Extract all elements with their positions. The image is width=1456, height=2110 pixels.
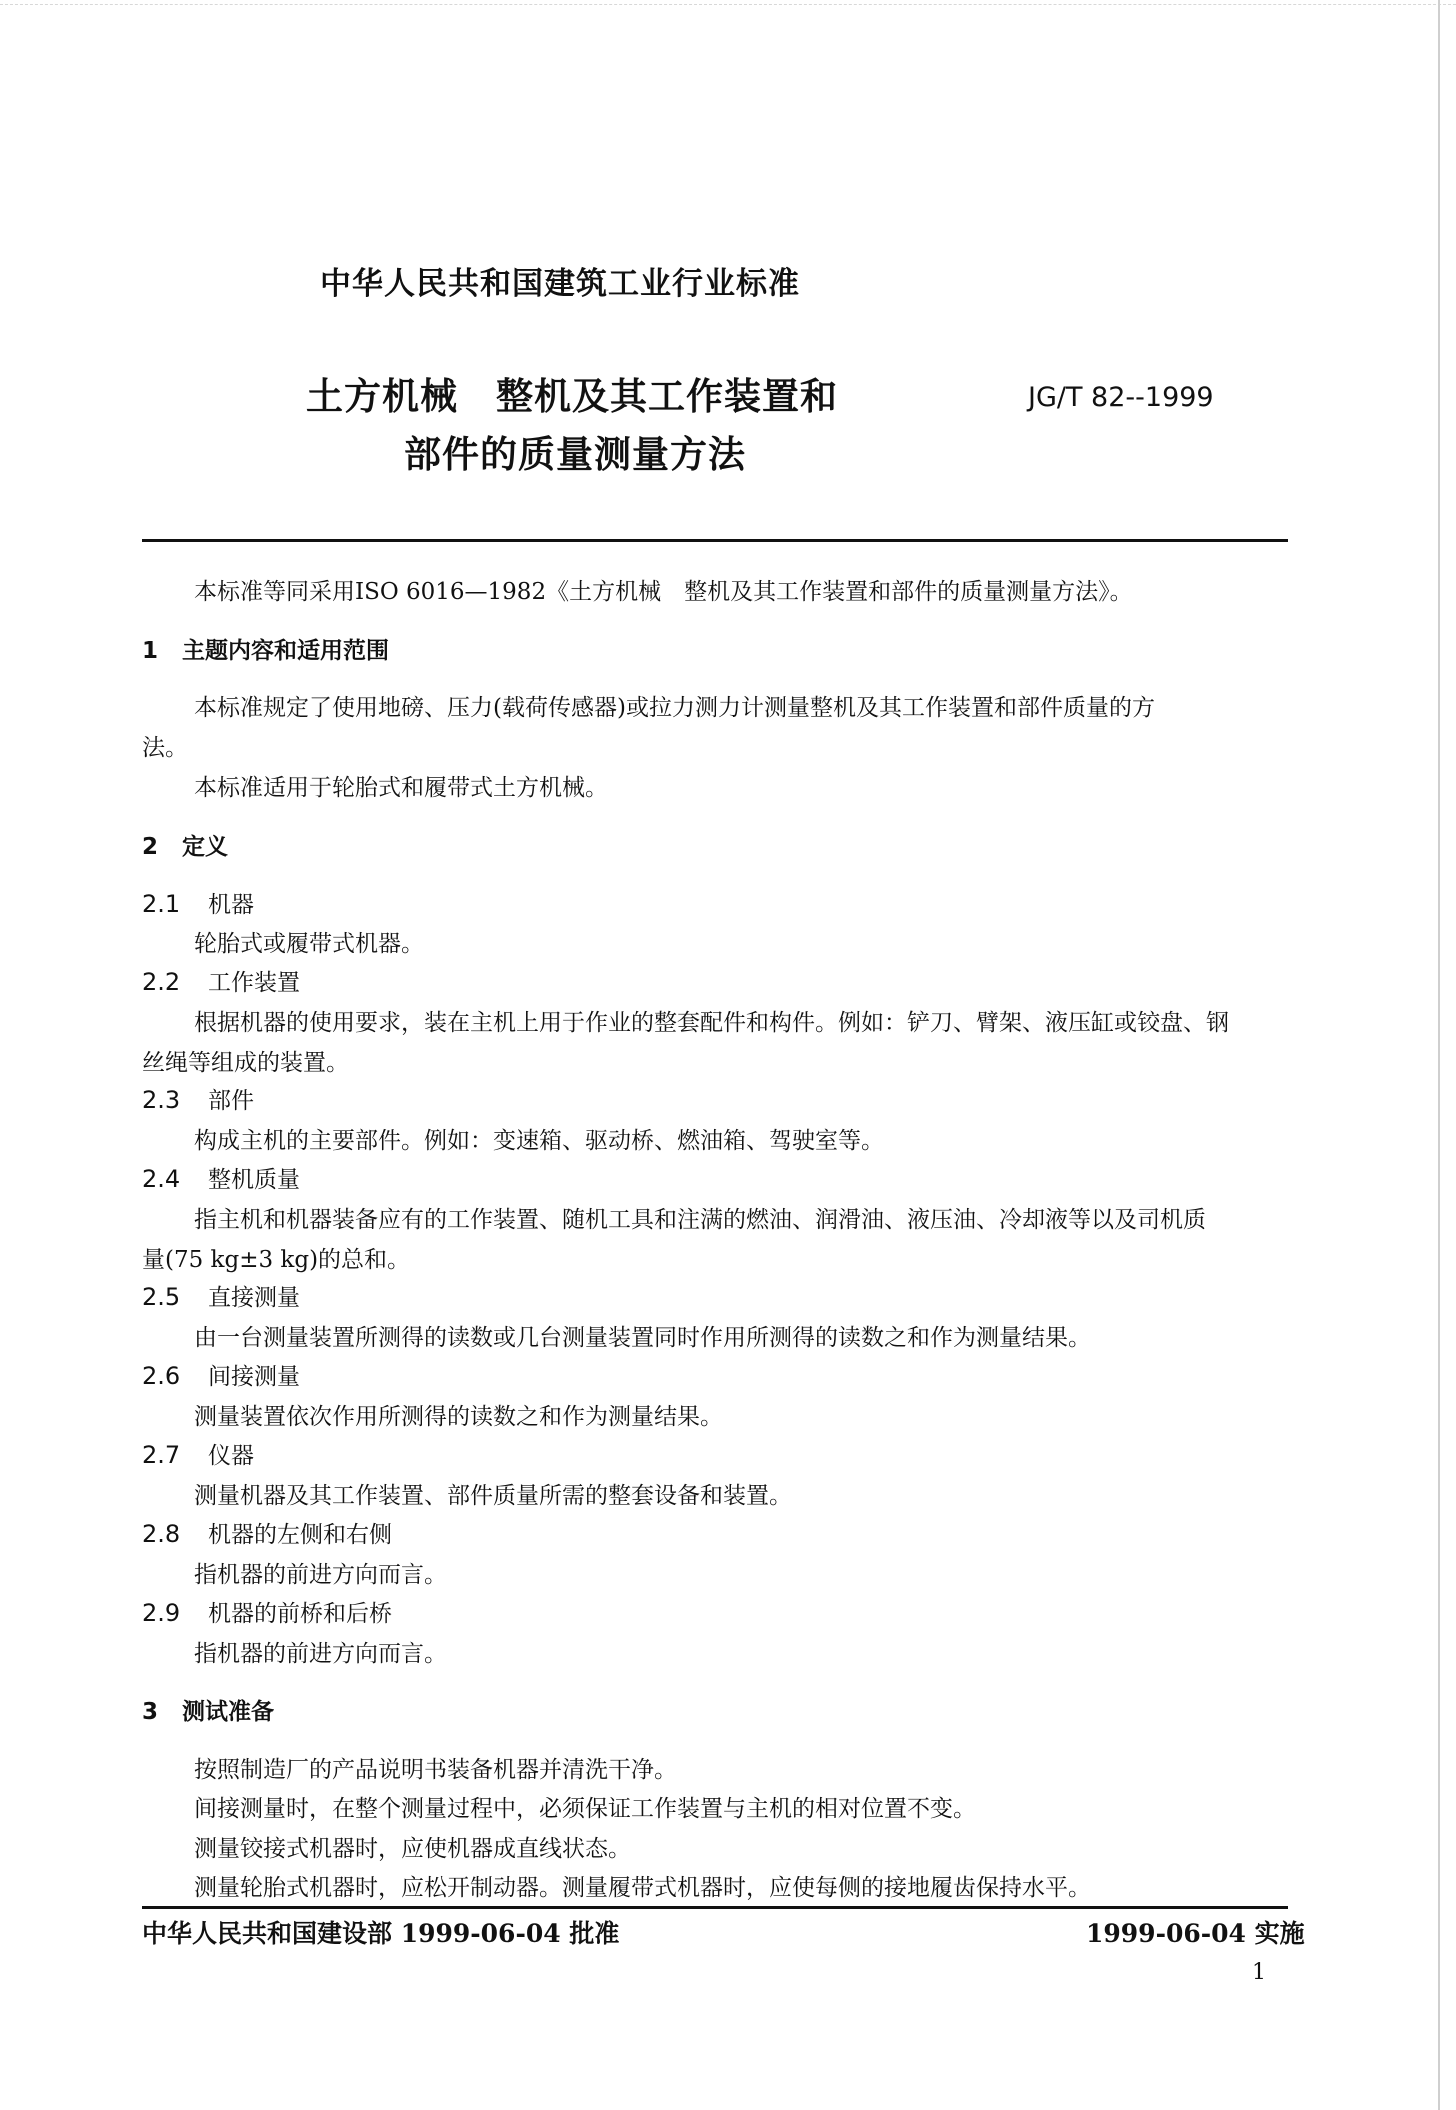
definition-2-4-term: 整机质量 — [208, 1167, 300, 1193]
definition-2-9-text: 指机器的前进方向而言。 — [194, 1641, 447, 1667]
definition-2-7-number: 2.7 — [142, 1441, 181, 1469]
section-1-paragraph-1-line-2: 法。 — [142, 735, 188, 761]
section-3-title: 测试准备 — [182, 1698, 274, 1725]
definition-2-2-text-line-1: 根据机器的使用要求，装在主机上用于作业的整套配件和构件。例如：铲刀、臂架、液压缸或铰盘、钢 — [194, 1010, 1229, 1036]
definition-2-2-heading — [142, 964, 300, 997]
section-3-paragraph-2: 间接测量时，在整个测量过程中，必须保证工作装置与主机的相对位置不变。 — [194, 1796, 976, 1822]
scan-top-edge — [0, 4, 1456, 5]
section-3-paragraph-4: 测量轮胎式机器时，应松开制动器。测量履带式机器时，应使每侧的接地履齿保持水平。 — [194, 1875, 1091, 1901]
section-2-number: 2 — [142, 834, 159, 860]
definition-2-2-text-line-2: 丝绳等组成的装置。 — [142, 1050, 349, 1076]
definition-2-2-term: 工作装置 — [208, 970, 300, 996]
definition-2-1-text: 轮胎式或履带式机器。 — [194, 931, 424, 957]
section-1-paragraph-1-line-1: 本标准规定了使用地磅、压力(载荷传感器)或拉力测力计测量整机及其工作装置和部件质量的方 — [194, 695, 1155, 721]
definition-2-3-heading — [142, 1082, 254, 1115]
section-1-title: 主题内容和适用范围 — [182, 637, 389, 664]
section-2-title: 定义 — [182, 833, 228, 860]
definition-2-5-heading — [142, 1279, 300, 1312]
definition-2-9-heading — [142, 1595, 392, 1628]
definition-2-8-term: 机器的左侧和右侧 — [208, 1522, 392, 1548]
definition-2-3-number: 2.3 — [142, 1086, 181, 1114]
approval-line: 中华人民共和国建设部 1999-06-04 批准 — [142, 1919, 620, 1948]
definition-2-9-term: 机器的前桥和后桥 — [208, 1601, 392, 1627]
definition-2-3-term: 部件 — [208, 1088, 254, 1114]
definition-2-6-number: 2.6 — [142, 1362, 181, 1390]
definition-2-8-heading — [142, 1516, 392, 1549]
definition-2-7-text: 测量机器及其工作装置、部件质量所需的整套设备和装置。 — [194, 1483, 792, 1509]
definition-2-8-text: 指机器的前进方向而言。 — [194, 1562, 447, 1588]
footer-rule — [142, 1906, 1288, 1909]
definition-2-1-number: 2.1 — [142, 890, 181, 918]
definition-2-5-text: 由一台测量装置所测得的读数或几台测量装置同时作用所测得的读数之和作为测量结果。 — [194, 1325, 1091, 1351]
issuing-organization: 中华人民共和国建筑工业行业标准 — [320, 266, 800, 302]
section-1-number: 1 — [142, 638, 159, 664]
definition-2-4-text-line-1: 指主机和机器装备应有的工作装置、随机工具和注满的燃油、润滑油、液压油、冷却液等以及司机质 — [194, 1207, 1206, 1233]
definition-2-4-heading — [142, 1161, 300, 1194]
section-3-paragraph-3: 测量铰接式机器时，应使机器成直线状态。 — [194, 1836, 631, 1862]
section-1-heading — [142, 632, 389, 665]
definition-2-3-text: 构成主机的主要部件。例如：变速箱、驱动桥、燃油箱、驾驶室等。 — [194, 1128, 884, 1154]
effective-date: 1999-06-04 实施 — [1086, 1919, 1305, 1948]
document-title-line-1: 土方机械 整机及其工作装置和 — [306, 374, 838, 418]
definition-2-8-number: 2.8 — [142, 1520, 181, 1548]
standard-code: JG/T 82--1999 — [1028, 382, 1214, 413]
section-1-paragraph-2: 本标准适用于轮胎式和履带式土方机械。 — [194, 775, 608, 801]
definition-2-7-term: 仪器 — [208, 1443, 254, 1469]
section-3-heading — [142, 1693, 274, 1726]
definition-2-4-number: 2.4 — [142, 1165, 181, 1193]
definition-2-6-heading — [142, 1358, 300, 1391]
page-number: 1 — [1252, 1960, 1266, 1985]
header-rule — [142, 539, 1288, 542]
definition-2-1-term: 机器 — [208, 892, 254, 918]
section-3-paragraph-1: 按照制造厂的产品说明书装备机器并清洗干净。 — [194, 1757, 677, 1783]
definition-2-5-number: 2.5 — [142, 1283, 181, 1311]
definition-2-4-text-line-2: 量(75 kg±3 kg)的总和。 — [142, 1247, 411, 1273]
definition-2-9-number: 2.9 — [142, 1599, 181, 1627]
document-title-line-2: 部件的质量测量方法 — [404, 432, 746, 476]
definition-2-7-heading — [142, 1437, 254, 1470]
definition-2-5-term: 直接测量 — [208, 1285, 300, 1311]
section-2-heading — [142, 828, 228, 861]
definition-2-6-term: 间接测量 — [208, 1364, 300, 1390]
definition-2-2-number: 2.2 — [142, 968, 181, 996]
intro-paragraph: 本标准等同采用ISO 6016—1982《土方机械 整机及其工作装置和部件的质量测量方法》。 — [194, 579, 1133, 605]
section-3-number: 3 — [142, 1699, 159, 1725]
definition-2-6-text: 测量装置依次作用所测得的读数之和作为测量结果。 — [194, 1404, 723, 1430]
scan-right-edge — [1438, 0, 1440, 2110]
definition-2-1-heading — [142, 886, 254, 919]
